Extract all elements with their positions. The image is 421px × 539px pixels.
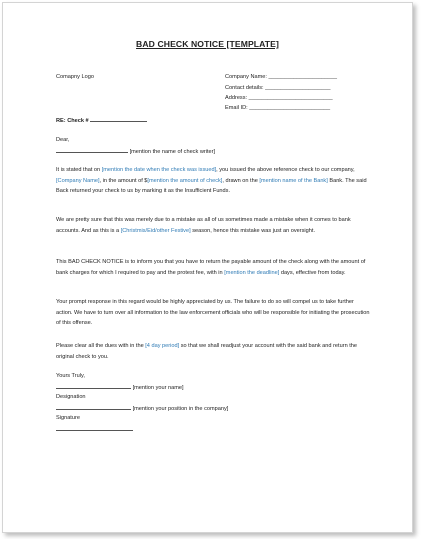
document-title: BAD CHECK NOTICE [TEMPLATE] xyxy=(136,39,279,49)
issue-date-placeholder: [mention the date when the check was issued] xyxy=(101,167,217,173)
position-hint: [mention your position in the company] xyxy=(132,406,229,412)
check-writer-hint: [mention the name of check writer] xyxy=(129,149,216,155)
check-writer-blank xyxy=(56,146,128,153)
re-check-label: RE: Check # xyxy=(56,118,89,124)
contact-details-label: Contact details: xyxy=(225,85,264,91)
email-id-blank: __________________________ xyxy=(249,105,331,111)
designation-label: Designation xyxy=(56,394,86,400)
contact-details-blank: _____________________ xyxy=(265,85,331,91)
email-id-label: Email ID: xyxy=(225,105,248,111)
signature-line xyxy=(56,424,133,434)
company-name-field xyxy=(225,73,337,81)
company-name-label: Company Name: xyxy=(225,74,267,80)
company-name-blank: ______________________ xyxy=(268,74,337,80)
salutation: Dear, xyxy=(56,137,70,143)
bank-name-placeholder: [mention name of the Bank] xyxy=(259,177,328,184)
check-amount-placeholder: [mention the amount of check] xyxy=(147,177,223,184)
address-label: Address: xyxy=(225,95,248,101)
signature-label: Signature xyxy=(56,415,80,421)
period-placeholder: [4 day period] xyxy=(145,343,180,349)
contact-details-field xyxy=(225,84,330,92)
name-blank xyxy=(56,382,131,389)
deadline-placeholder: [mention the deadline] xyxy=(224,269,280,276)
paragraph-1: It is stated that on [mention the date when the check was issued], you issued the above reference check to our company, [Company Name], in the amount of $[mention the amount of check], drawn on the [mention name of the Bank] Bank. The said Back returned your check to us by marking it as the Insufficient Funds. xyxy=(56,167,367,195)
check-number-blank xyxy=(90,115,147,122)
document-page xyxy=(2,2,413,533)
paragraph-3: This BAD CHECK NOTICE is to inform you that you have to return the payable amount of the check along with the amount of bank charges for which I required to pay and the protest fee, with in [mention the deadline] days, effective from today. xyxy=(56,259,366,276)
check-writer-line xyxy=(56,146,215,156)
paragraph-2: We are pretty sure that this was merely due to a mistake as all of us sometimes made a mistake when it comes to bank accounts. And as this is a [Christmis/Eid/other Festive] season, hence this mistake was just an oversight. xyxy=(56,217,351,234)
address-blank: ___________________________ xyxy=(248,95,333,101)
paragraph-4: Your prompt response in this regard would be highly appreciated by us. The failure to do so will compel us to take further action. We have to turn over all information to the law enforcement officials who will be responsible for initiating the prosecution of this offense. xyxy=(56,299,370,327)
address-field xyxy=(225,94,333,102)
position-blank xyxy=(56,403,131,410)
signature-blank xyxy=(56,424,133,431)
closing: Yours Truly, xyxy=(56,373,85,379)
email-id-field xyxy=(225,104,330,112)
re-check-line xyxy=(56,115,147,125)
company-name-placeholder: [Company Name] xyxy=(56,177,100,184)
name-line xyxy=(56,382,184,392)
paragraph-5: Please clear all the dues with in the [4 day period] so that we shall readjust your account with the said bank and return the original check to you. xyxy=(56,343,358,360)
festive-season-placeholder: [Christmis/Eid/other Festive] xyxy=(120,227,191,234)
name-hint: [mention your name] xyxy=(132,385,184,391)
position-line xyxy=(56,403,228,413)
company-logo-placeholder: Comapny Logo xyxy=(56,74,94,80)
